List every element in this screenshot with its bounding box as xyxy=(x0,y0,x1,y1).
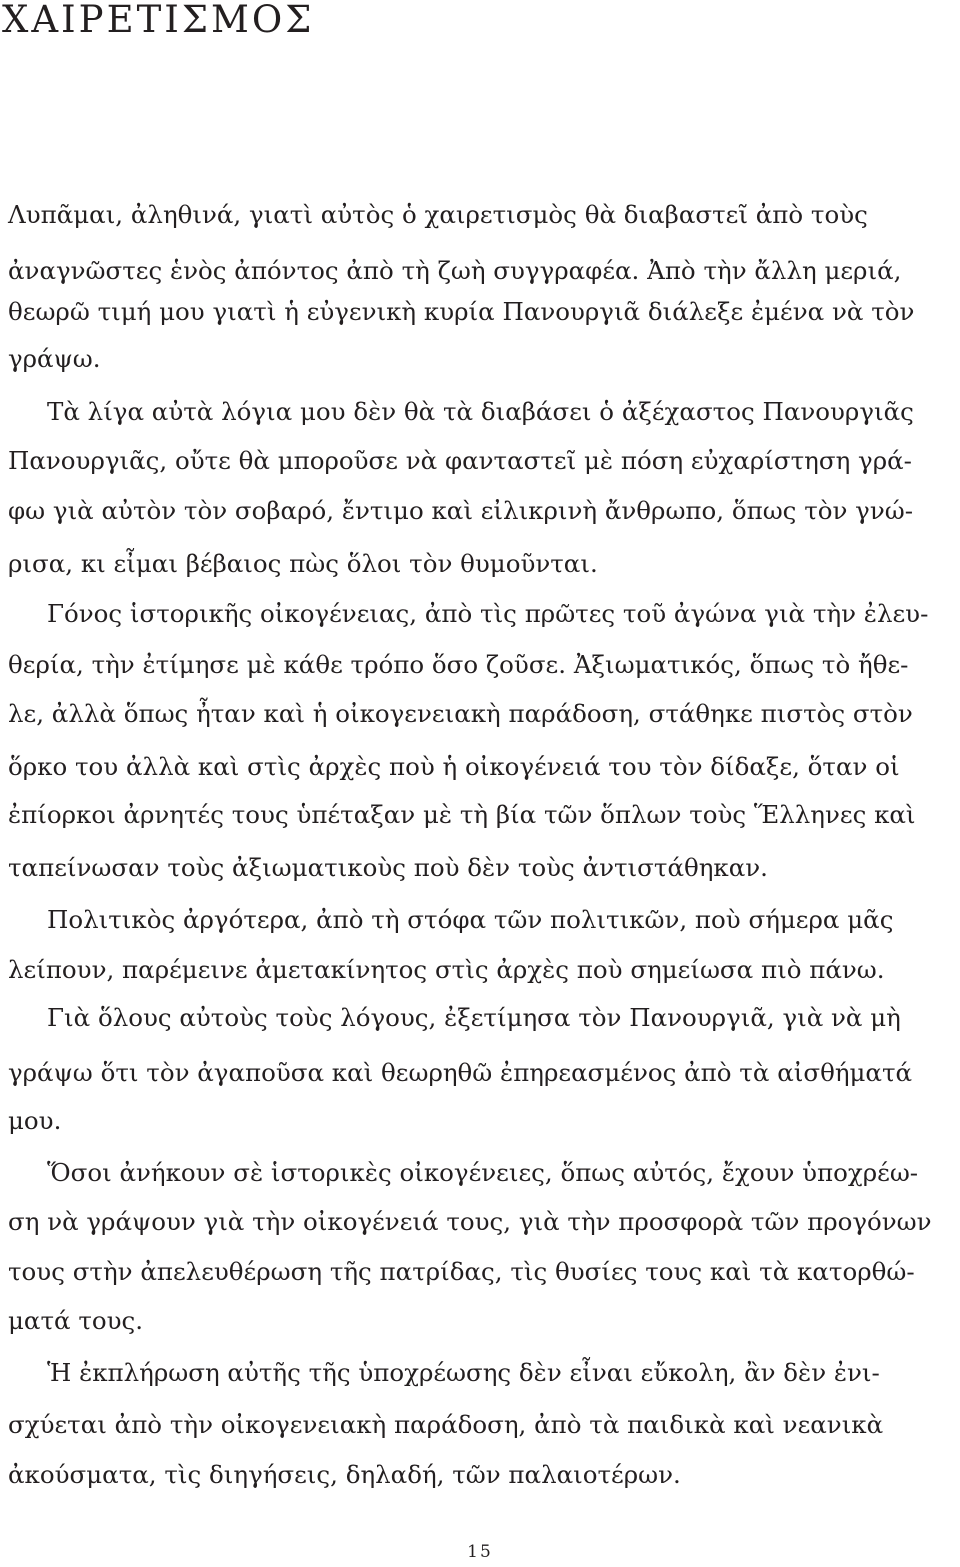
text-line: ὅρκο του ἀλλὰ καὶ στὶς ἀρχὲς ποὺ ἡ οἰκογένειά του τὸν δίδαξε, ὅταν οἱ xyxy=(8,752,900,781)
text-line: Γόνος ἱστορικῆς οἰκογένειας, ἀπὸ τὶς πρῶτες τοῦ ἀγώνα γιὰ τὴν ἐλευ- xyxy=(47,599,929,628)
text-line: ματά τους. xyxy=(8,1306,144,1335)
text-line: ἐπίορκοι ἀρνητές τους ὑπέταξαν μὲ τὴ βία τῶν ὅπλων τοὺς Ἕλληνες καὶ xyxy=(8,800,916,829)
text-line: Γιὰ ὅλους αὐτοὺς τοὺς λόγους, ἐξετίμησα τὸν Πανουργιᾶ, γιὰ νὰ μὴ xyxy=(47,1003,901,1032)
text-line: σχύεται ἀπὸ τὴν οἰκογενειακὴ παράδοση, ἀπὸ τὰ παιδικὰ καὶ νεανικὰ xyxy=(8,1410,884,1439)
text-line: μου. xyxy=(8,1106,62,1135)
text-line: γράψω. xyxy=(8,344,101,373)
text-line: Λυπᾶμαι, ἀληθινά, γιατὶ αὐτὸς ὁ χαιρετισμὸς θὰ διαβαστεῖ ἀπὸ τοὺς xyxy=(8,200,868,229)
text-line: λε, ἀλλὰ ὅπως ἦταν καὶ ἡ οἰκογενειακὴ παράδοση, στάθηκε πιστὸς στὸν xyxy=(8,699,913,728)
page-number: 15 xyxy=(467,1542,493,1562)
text-line: φω γιὰ αὐτὸν τὸν σοβαρό, ἔντιμο καὶ εἰλικρινὴ ἄνθρωπο, ὅπως τὸν γνώ- xyxy=(8,496,913,525)
text-line: Πανουργιᾶς, οὔτε θὰ μποροῦσε νὰ φανταστεῖ μὲ πόση εὐχαρίστηση γρά- xyxy=(8,446,912,475)
text-line: ταπείνωσαν τοὺς ἀξιωματικοὺς ποὺ δὲν τοὺς ἀντιστάθηκαν. xyxy=(8,853,768,882)
text-line: Τὰ λίγα αὐτὰ λόγια μου δὲν θὰ τὰ διαβάσει ὁ ἀξέχαστος Πανουργιᾶς xyxy=(47,397,914,426)
page-title: ΧΑΙΡΕΤΙΣΜΟΣ xyxy=(2,0,315,41)
text-line: Ἡ ἐκπλήρωση αὐτῆς τῆς ὑποχρέωσης δὲν εἶναι εὔκολη, ἂν δὲν ἐνι- xyxy=(47,1358,880,1387)
text-line: θερία, τὴν ἐτίμησε μὲ κάθε τρόπο ὅσο ζοῦσε. Ἀξιωματικός, ὅπως τὸ ἤθε- xyxy=(8,650,909,679)
text-line: ρισα, κι εἶμαι βέβαιος πὼς ὅλοι τὸν θυμοῦνται. xyxy=(8,549,598,578)
text-line: λείπουν, παρέμεινε ἀμετακίνητος στὶς ἀρχὲς ποὺ σημείωσα πιὸ πάνω. xyxy=(8,955,885,984)
text-line: Ὅσοι ἀνήκουν σὲ ἱστορικὲς οἰκογένειες, ὅπως αὐτός, ἔχουν ὑποχρέω- xyxy=(47,1158,919,1187)
text-line: ση νὰ γράψουν γιὰ τὴν οἰκογένειά τους, γιὰ τὴν προσφορὰ τῶν προγόνων xyxy=(8,1207,932,1236)
text-line: θεωρῶ τιμή μου γιατὶ ἡ εὐγενικὴ κυρία Πανουργιᾶ διάλεξε ἐμένα νὰ τὸν xyxy=(8,297,915,326)
text-line: ἀναγνῶστες ἑνὸς ἀπόντος ἀπὸ τὴ ζωὴ συγγραφέα. Ἀπὸ τὴν ἄλλη μεριά, xyxy=(8,256,902,285)
text-line: τους στὴν ἀπελευθέρωση τῆς πατρίδας, τὶς θυσίες τους καὶ τὰ κατορθώ- xyxy=(8,1257,915,1286)
text-line: Πολιτικὸς ἀργότερα, ἀπὸ τὴ στόφα τῶν πολιτικῶν, ποὺ σήμερα μᾶς xyxy=(47,905,894,934)
text-line: γράψω ὅτι τὸν ἀγαποῦσα καὶ θεωρηθῶ ἐπηρεασμένος ἀπὸ τὰ αἰσθήματά xyxy=(8,1058,913,1087)
text-line: ἀκούσματα, τὶς διηγήσεις, δηλαδή, τῶν παλαιοτέρων. xyxy=(8,1460,681,1489)
